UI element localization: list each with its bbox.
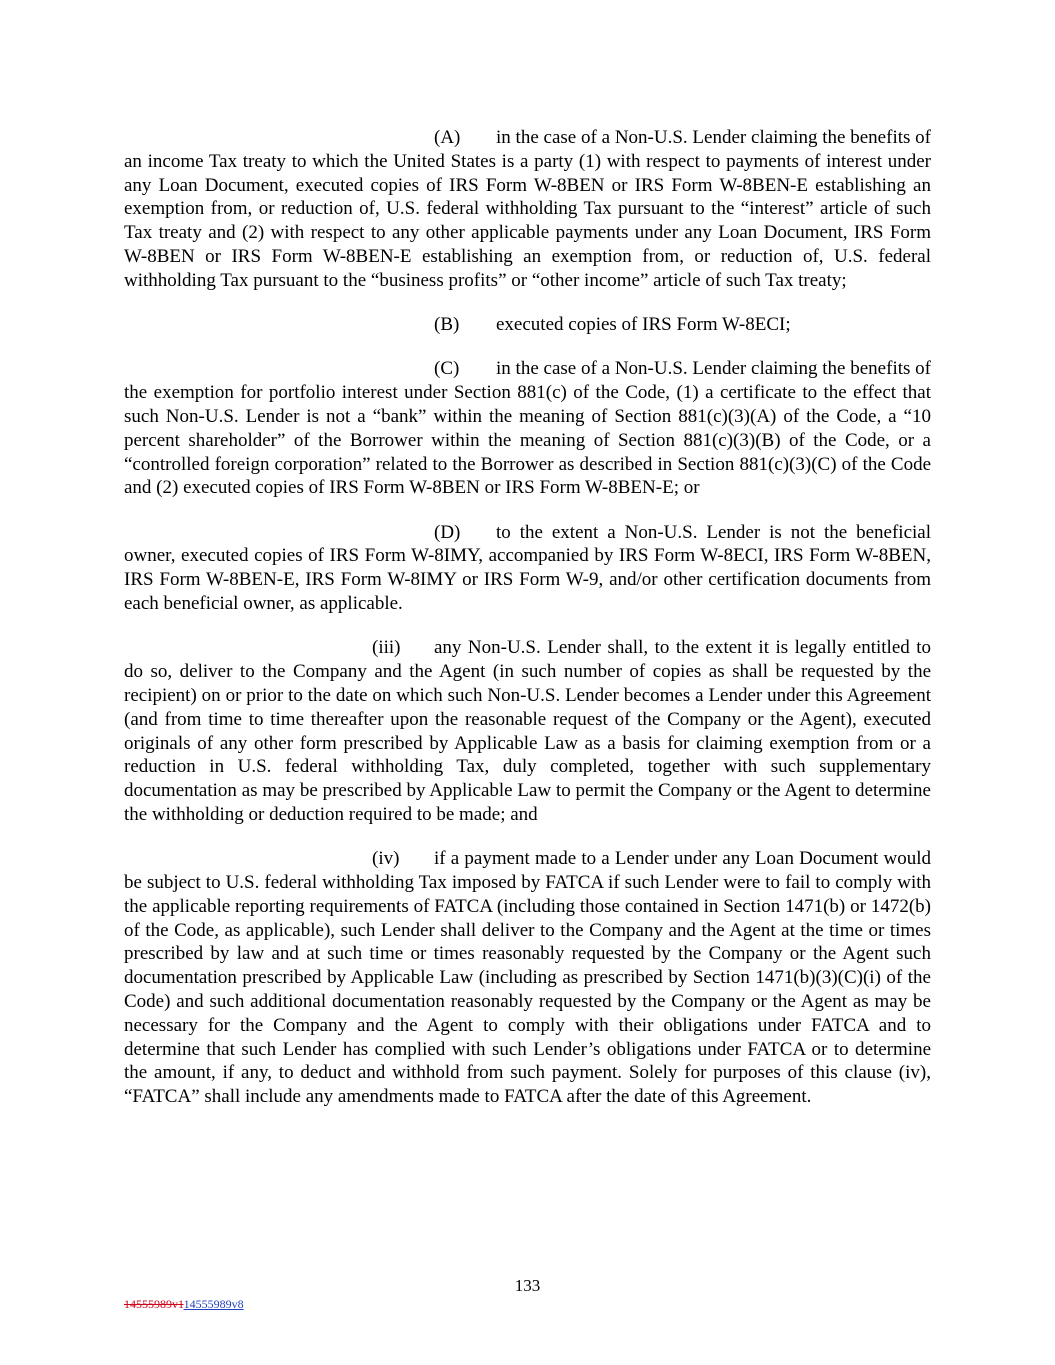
clause-marker: (iii) <box>372 637 401 659</box>
document-id-deleted: 14555989v1 <box>124 1297 184 1311</box>
clause-marker: (A) <box>434 127 461 148</box>
clause-text: executed copies of IRS Form W-8ECI; <box>496 314 791 336</box>
clause-marker: (C) <box>434 358 460 380</box>
clause-iv <box>124 847 931 1109</box>
clause-marker: (B) <box>434 314 460 336</box>
clause-marker: (iv) <box>372 848 400 870</box>
document-body <box>124 126 931 1129</box>
clause-text: in the case of a Non-U.S. Lender claiming the benefits of an income Tax treaty to which the United States is a party (1) with respect to payments of interest under any Loan Document, executed copies of IRS Form W-8BEN or IRS Form W-8BEN-E establishing an exemption from, or reduction of, U.S. federal withholding Tax pursuant to the “interest” article of such Tax treaty and (2) with respect to any other applicable payments under any Loan Document, IRS Form W-8BEN or IRS Form W-8BEN-E establishing an exemption from, or reduction of, U.S. federal withholding Tax pursuant to the “business profits” or “other income” article of such Tax treaty; <box>124 127 931 291</box>
clause-c <box>124 357 931 500</box>
page-number: 133 <box>514 1276 541 1295</box>
clause-marker: (D) <box>434 521 461 543</box>
clause-b <box>124 313 931 337</box>
document-id <box>124 1297 244 1312</box>
clause-text: in the case of a Non-U.S. Lender claiming the benefits of the exemption for portfolio interest under Section 881(c) of the Code, (1) a certificate to the effect that such Non-U.S. Lender is not a “bank” within the meaning of Section 881(c)(3)(A) of the Code, a “10 percent shareholder” of the Borrower within the meaning of Section 881(c)(3)(B) of the Code, or a “controlled foreign corporation” related to the Borrower as described in Section 881(c)(3)(C) of the Code and (2) executed copies of IRS Form W-8BEN or IRS Form W-8BEN-E; or <box>124 358 931 499</box>
clause-a <box>124 126 931 293</box>
clause-text: to the extent a Non-U.S. Lender is not the beneficial owner, executed copies of IRS Form W-8IMY, accompanied by IRS Form W-8ECI, IRS Form W-8BEN, IRS Form W-8BEN-E, IRS Form W-8IMY or IRS Form W-9, and/or other certification documents from each beneficial owner, as applicable. <box>124 521 931 615</box>
clause-text: any Non-U.S. Lender shall, to the extent it is legally entitled to do so, deliver to the Company and the Agent (in such number of copies as shall be requested by the recipient) on or prior to the date on which such Non-U.S. Lender becomes a Lender under this Agreement (and from time to time thereafter upon the reasonable request of the Company or the Agent), executed originals of any other form prescribed by Applicable Law as a basis for claiming exemption from or a reduction in U.S. federal withholding Tax, duly completed, together with such supplementary documentation as may be prescribed by Applicable Law to permit the Company or the Agent to determine the withholding or deduction required to be made; and <box>124 637 931 825</box>
document-id-inserted: 14555989v8 <box>183 1297 244 1311</box>
clause-iii <box>124 636 931 826</box>
clause-d <box>124 521 931 616</box>
clause-text: if a payment made to a Lender under any Loan Document would be subject to U.S. federal withholding Tax imposed by FATCA if such Lender were to fail to comply with the applicable reporting requirements of FATCA (including those contained in Section 1471(b) or 1472(b) of the Code, as applicable), such Lender shall deliver to the Company and the Agent at the time or times prescribed by law and at such time or times reasonably requested by the Company or the Agent such documentation prescribed by Applicable Law (including as prescribed by Section 1471(b)(3)(C)(i) of the Code) and such additional documentation reasonably requested by the Company or the Agent as may be necessary for the Company and the Agent to comply with their obligations under FATCA and to determine that such Lender has complied with such Lender’s obligations under FATCA or to determine the amount, if any, to deduct and withhold from such payment. Solely for purposes of this clause (iv), “FATCA” shall include any amendments made to FATCA after the date of this Agreement. <box>124 848 931 1108</box>
